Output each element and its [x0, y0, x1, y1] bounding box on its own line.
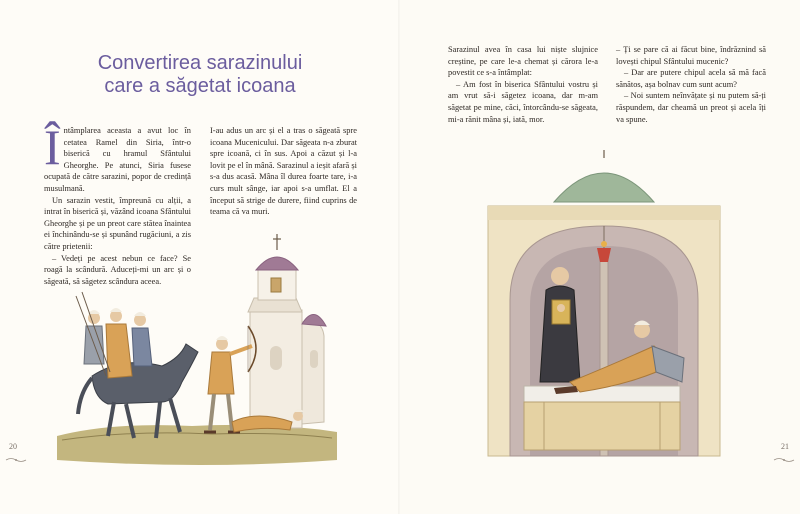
paragraph: ntâmplarea aceasta a avut loc în cetatea Ramel din Siria, într-o biserică cu hramul Sfântului Gheorghe. Pe atunci, Siria fusese ocupată de către sarazini, popor de credință musulmană.	[44, 126, 191, 193]
text-column-3	[448, 44, 598, 125]
text-column-4	[616, 44, 766, 125]
paragraph: Sarazinul avea în casa lui niște slujnice creștine, pe care le-a chemat și cărora le-a povestit ce s-a întâmplat:	[448, 45, 598, 78]
page-number-right: 21	[781, 442, 789, 451]
page-ornament-right	[773, 457, 795, 463]
paragraph: – Ți se pare că ai făcut bine, îndrăznind să lovești chipul Sfântului mucenic?	[616, 45, 766, 66]
paragraph: – Noi suntem neînvățate și nu putem să-ți răspundem, dar cheamă un preot și acela îți va spune.	[616, 91, 766, 124]
paragraph: – Am fost în biserica Sfântului vostru și am vrut să-i săgetez icoana, dar m-am săgetat pe mine, căci, întorcându-se săgeata, mi-a rănit mâna și, iată, mor.	[448, 79, 598, 124]
page-number-left: 20	[9, 442, 17, 451]
paragraph: Un sarazin vestit, împreună cu alții, a intrat în biserică și, văzând icoana Sfântului Gheorghe și pe un preot care stătea înaintea ei închinându-se și spunând rugăciuni, a zis către prietenii:	[44, 195, 191, 251]
page-title	[70, 52, 330, 98]
title-line-2: care a săgetat icoana	[104, 75, 296, 97]
paragraph: – Vedeți pe acest nebun ce face? Se roagă la scândură. Aduceți-mi un arc și o săgeată, să săgetez scândura aceea.	[44, 253, 191, 286]
page-ornament-left	[5, 457, 27, 463]
title-line-1: Convertirea sarazinului	[97, 52, 303, 74]
paragraph: I-au adus un arc și el a tras o săgeată spre icoana Mucenicului. Dar săgeata n-a zburat spre icoană, ci în sus. Apoi a căzut și l-a lovit pe el în mână. Sarazinul a ieșit afară și s-a dus acasă. Mâna îl durea foarte tare, i-a curs mult sânge, iar apoi s-a umflat. El a început să strige de durere, fiind cuprins de teama că va muri.	[210, 126, 357, 217]
illustration-saracen-archer	[52, 226, 342, 466]
illustration-wounded-saracen	[484, 150, 724, 468]
drop-cap: Î	[44, 119, 61, 175]
paragraph: – Dar are putere chipul acela să mă facă sănătos, așa bolnav cum sunt acum?	[616, 68, 766, 89]
text-column-2	[210, 125, 357, 218]
